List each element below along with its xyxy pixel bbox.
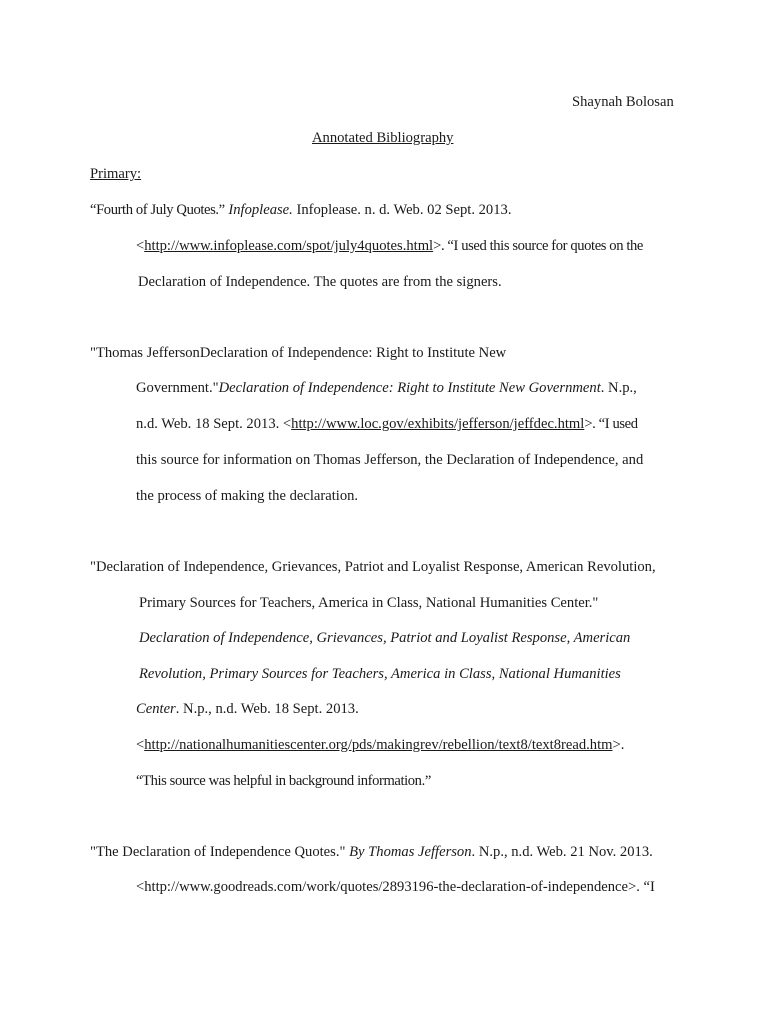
entry-title: "Thomas JeffersonDeclaration of Independence: Right to Institute New [90,345,507,361]
entry-publication-info: . N.p., [600,380,637,396]
entry-line [136,700,359,718]
page-title: Annotated Bibliography [312,130,454,146]
url-bracket: < [136,737,145,753]
entry-line [90,843,653,861]
entry-site-cont: Revolution, Primary Sources for Teachers, America in Class, National Humanities [139,666,621,682]
entry-title-cont: Primary Sources for Teachers, America in Class, National Humanities Center." [139,595,599,611]
entry-site: By Thomas Jefferson [349,844,472,860]
entry-line [136,379,637,397]
entry-site: Declaration of Independence, Grievances, Patriot and Loyalist Response, American [139,630,631,646]
url-bracket: < [136,238,145,254]
author-name: Shaynah Bolosan [572,94,674,110]
entry-line [136,415,638,433]
source-url-text: <http://www.goodreads.com/work/quotes/2893196-the-declaration-of-independence>. “I [136,879,655,895]
entry-title: "Declaration of Independence, Grievances, Patriot and Loyalist Response, American Revolution, [90,559,656,575]
url-bracket: >. [612,737,625,753]
entry-site: Infoplease. [228,202,293,218]
annotation-text: >. “I used [584,416,638,432]
source-url-link[interactable]: http://www.infoplease.com/spot/july4quotes.html [144,238,434,254]
source-url-link[interactable]: http://nationalhumanitiescenter.org/pds/makingrev/rebellion/text8/text8read.htm [144,737,613,753]
entry-line [136,736,624,754]
entry-title: "The Declaration of Independence Quotes." [90,844,346,860]
annotation-text: the process of making the declaration. [136,488,359,504]
entry-publication-info: n.d. Web. 18 Sept. 2013. < [136,416,292,432]
entry-publication-info: . N.p., n.d. Web. 18 Sept. 2013. [175,701,359,717]
entry-site: Declaration of Independence: Right to Institute New Government [218,380,601,396]
annotation-text: >. “I used this source for quotes on the [433,238,643,254]
source-url-link[interactable]: http://www.loc.gov/exhibits/jefferson/jeffdec.html [291,416,585,432]
section-heading-primary: Primary: [90,166,142,182]
entry-publication-info: . N.p., n.d. Web. 21 Nov. 2013. [471,844,653,860]
entry-publication-info: Infoplease. n. d. Web. 02 Sept. 2013. [296,202,512,218]
annotation-text: Declaration of Independence. The quotes are from the signers. [138,274,502,290]
annotation-text: “This source was helpful in background information.” [136,773,431,789]
entry-site-end: Center [136,701,176,717]
entry-title: “Fourth of July Quotes.” [90,202,225,218]
entry-line [90,201,511,219]
annotation-text: this source for information on Thomas Jefferson, the Declaration of Independence, and [136,452,644,468]
entry-title-end: Government." [136,380,219,396]
entry-line [136,237,643,255]
